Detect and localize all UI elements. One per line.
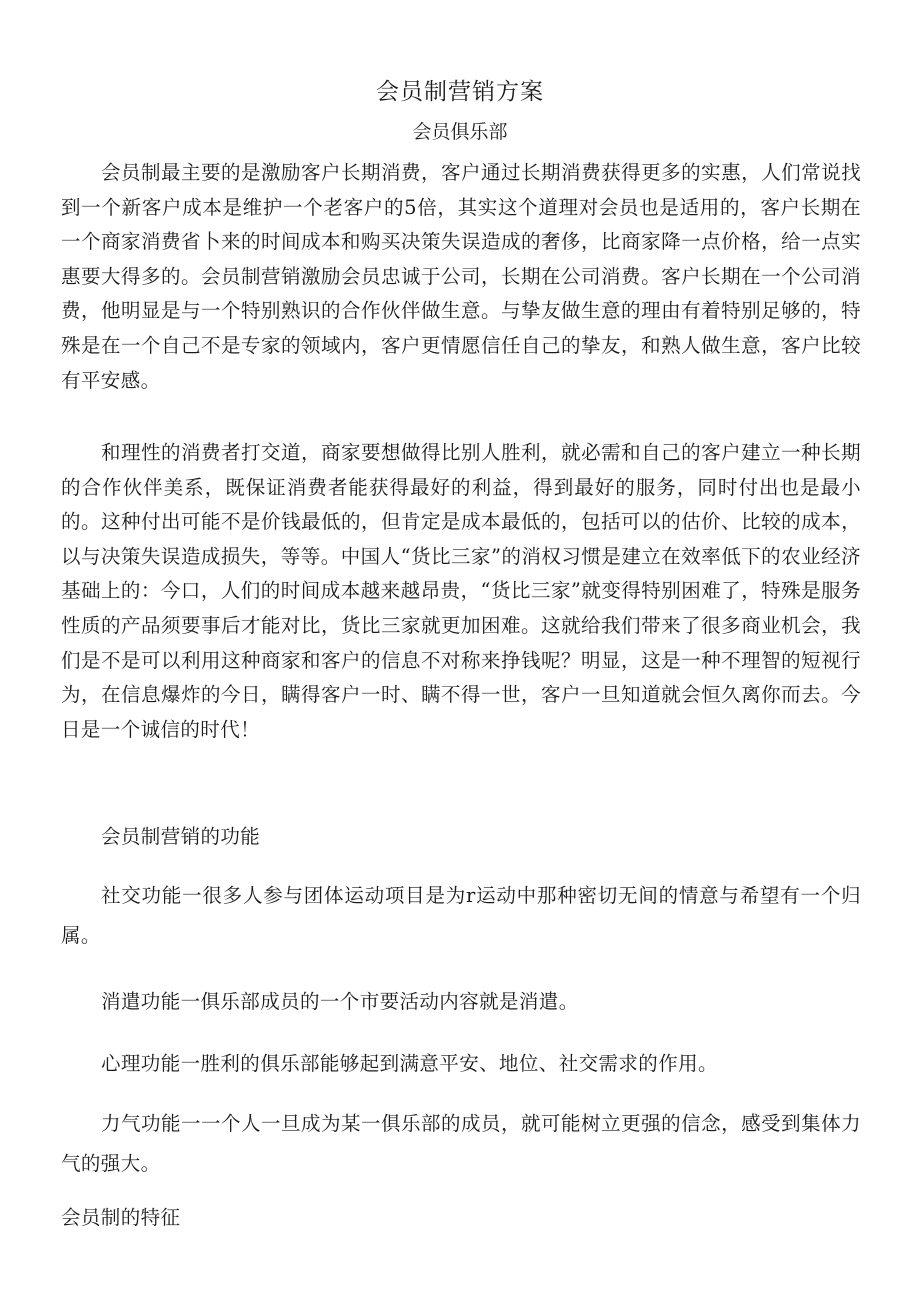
function-item-social: 社交功能一很多人参与团体运动项目是为r运动中那种密切无间的情意与希望有一个归属。	[61, 884, 861, 947]
document-subtitle: 会员俱乐部	[412, 121, 508, 143]
section-heading-functions: 会员制营销的功能	[101, 825, 261, 848]
function-item-psychological: 心理功能一胜利的俱乐部能够起到满意平安、地位、社交需求的作用。	[101, 1052, 718, 1075]
body-paragraph: 会员制最主要的是激励客户长期消费，客户通过长期消费获得更多的实惠，人们常说找到一个新客户成本是维护一个老客户的5倍，其实这个道理对会员也是适用的，客户长期在一个商家消费省卜来的时间成本和购买决策失误造成的奢侈，比商家降一点价格，给一点实惠要大得多的。会员制营销激励会员忠诚于公司，长期在公司消费。客户长期在一个公司消费，他明显是与一个特别熟识的合作伙伴做生意。与挚友做生意的理由有着特别足够的，特殊是在一个自己不是专家的领域内，客户更情愿信任自己的挚友，和熟人做生意，客户比较有平安感。	[61, 161, 861, 392]
body-paragraph: 和理性的消费者打交道，商家要想做得比别人胜利，就必需和自己的客户建立一种长期的合作伙伴美系，既保证消费者能获得最好的利益，得到最好的服务，同时付出也是最小的。这种付出可能不是价钱最低的，但肯定是成本最低的，包括可以的估价、比较的成本，以与决策失误造成损失，等等。中国人“货比三家”的消权习惯是建立在效率低下的农业经济基础上的：今口，人们的时间成本越来越昂贵，“货比三家”就变得特别困难了，特殊是服务性质的产品须要事后才能对比，货比三家就更加困难。这就给我们带来了很多商业机会，我们是不是可以利用这种商家和客户的信息不对称来挣钱呢？明显，这是一种不理智的短视行为，在信息爆炸的今日，瞒得客户一时、瞒不得一世，客户一旦知道就会恒久离你而去。今日是一个诚信的时代！	[61, 441, 861, 741]
section-heading-features: 会员制的特征	[61, 1206, 181, 1229]
document-title: 会员制营销方案	[376, 79, 544, 105]
function-item-strength: 力气功能一一个人一旦成为某一俱乐部的成员，就可能树立更强的信念，感受到集体力气的强大。	[61, 1112, 861, 1175]
function-item-leisure: 消遣功能一俱乐部成员的一个市要活动内容就是消遣。	[101, 990, 579, 1013]
